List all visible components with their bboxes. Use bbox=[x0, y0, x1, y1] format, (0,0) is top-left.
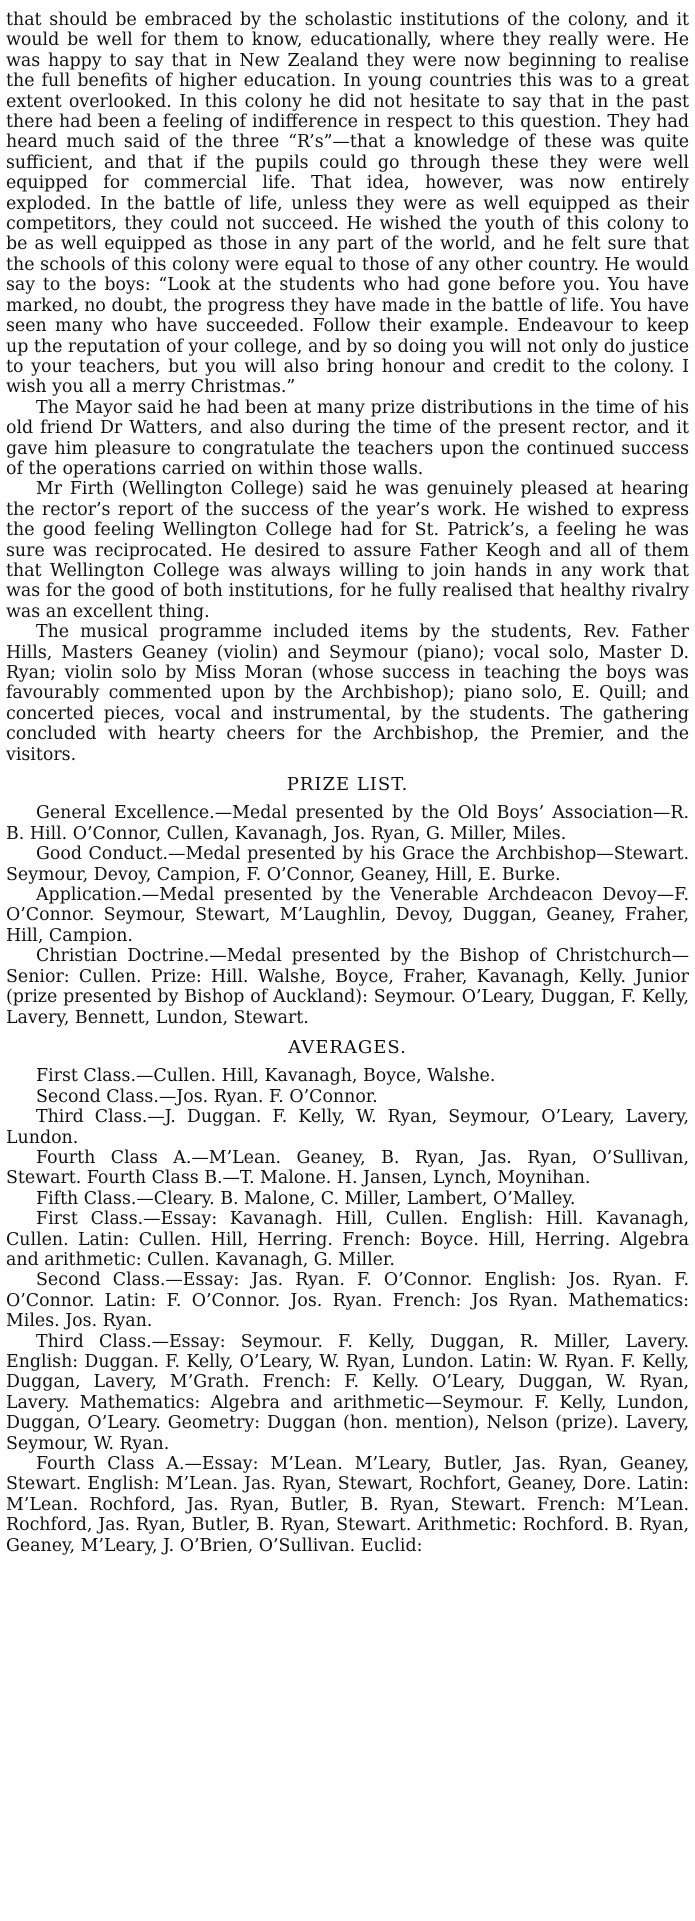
prize-christian-doctrine: Christian Doctrine.—Medal presented by the Bishop of Christchurch—Senior: Cullen. Prize: Hill. Walshe, Boyce, Fraher, Kavanagh, Kelly. Junior (prize presented by Bishop of Auckland): Seymour. O’Leary, Duggan, F. Kelly, Lavery, Bennett, Lundon, Stewart. bbox=[6, 946, 689, 1028]
subjects-fourth-class-a: Fourth Class A.—Essay: M’Lean. M’Leary, Butler, Jas. Ryan, Geaney, Stewart. English: M’Lean. Jas. Ryan, Stewart, Rochfort, Geaney, Dore. Latin: M’Lean. Rochford, Jas. Ryan, Butler, B. Ryan, Stewart. French: M’Lean. Rochford, Jas. Ryan, Butler, B. Ryan, Stewart. Arithmetic: Rochford. B. Ryan, Geaney, M’Leary, J. O’Brien, O’Sullivan. Euclid: bbox=[6, 1454, 689, 1556]
subjects-first-class: First Class.—Essay: Kavanagh. Hill, Cullen. English: Hill. Kavanagh, Cullen. Latin: Cullen. Hill, Herring. French: Boyce. Hill, Herring. Algebra and arithmetic: Cullen. Kavanagh, G. Miller. bbox=[6, 1209, 689, 1270]
body-paragraph-speech: that should be embraced by the scholastic institutions of the colony, and it would be well for them to know, educationally, where they really were. He was happy to say that in New Zealand they were now beginning to realise the full benefits of higher education. In young countries this was to a great extent overlooked. In this colony he did not hesitate to say that in the past there had been a feeling of indifference in respect to this question. They had heard much said of the three “R’s”—that a knowledge of these was quite sufficient, and that if the pupils could go through these they were well equipped for commercial life. That idea, however, was now entirely exploded. In the battle of life, unless they were as well equipped as their competitors, they could not succeed. He wished the youth of this colony to be as well equipped as those in any part of the world, and he felt sure that the schools of this colony were equal to those of any other country. He would say to the boys: “Look at the students who had gone before you. You have marked, no doubt, the progress they have made in the battle of life. You have seen many who have succeeded. Follow their example. Endeavour to keep up the reputation of your college, and by so doing you will not only do justice to your teachers, but you will also bring honour and credit to the colony. I wish you all a merry Christmas.” bbox=[6, 10, 689, 398]
body-paragraph-firth: Mr Firth (Wellington College) said he was genuinely pleased at hearing the rector’s report of the success of the year’s work. He wished to express the good feeling Wellington College had for St. Patrick’s, a feeling he was sure was reciprocated. He desired to assure Father Keogh and all of them that Wellington College was always willing to join hands in any work that was for the good of both institutions, for he fully realised that healthy rivalry was an excellent thing. bbox=[6, 479, 689, 622]
averages-fifth-class: Fifth Class.—Cleary. B. Malone, C. Miller, Lambert, O’Malley. bbox=[36, 1188, 576, 1209]
averages-fourth-class: Fourth Class A.—M’Lean. Geaney, B. Ryan, Jas. Ryan, O’Sullivan, Stewart. Fourth Class B.—T. Malone. H. Jansen, Lynch, Moynihan. bbox=[6, 1147, 689, 1189]
body-paragraph-mayor: The Mayor said he had been at many prize distributions in the time of his old friend Dr Watters, and also during the time of the present rector, and it gave him pleasure to congratulate the teachers upon the continued success of the operations carried on within those walls. bbox=[6, 397, 689, 479]
averages-heading: AVERAGES. bbox=[288, 1036, 407, 1058]
averages-second-class: Second Class.—Jos. Ryan. F. O’Connor. bbox=[36, 1086, 378, 1107]
averages-first-class: First Class.—Cullen. Hill, Kavanagh, Boyce, Walshe. bbox=[36, 1066, 496, 1087]
subjects-third-class: Third Class.—Essay: Seymour. F. Kelly, Duggan, R. Miller, Lavery. English: Duggan. F. Kelly, O’Leary, W. Ryan, Lundon. Latin: W. Ryan. F. Kelly, Duggan, Lavery, M’Grath. French: F. Kelly. O’Leary, Duggan, W. Ryan, Lavery. Mathematics: Algebra and arithmetic—Seymour. F. Kelly, Lundon, Duggan, O’Leary. Geometry: Duggan (hon. mention), Nelson (prize). Lavery, Seymour, W. Ryan. bbox=[6, 1331, 689, 1454]
prize-general-excellence: General Excellence.—Medal presented by the Old Boys’ Association—R. B. Hill. O’Connor, Cullen, Kavanagh, Jos. Ryan, G. Miller, Miles. bbox=[6, 803, 689, 844]
averages-third-class: Third Class.—J. Duggan. F. Kelly, W. Ryan, Seymour, O’Leary, Lavery, Lundon. bbox=[6, 1107, 689, 1148]
prize-application: Application.—Medal presented by the Venerable Archdeacon Devoy—F. O’Connor. Seymour, Stewart, M’Laughlin, Devoy, Duggan, Geaney, Fraher, Hill, Campion. bbox=[6, 885, 689, 946]
prize-list-heading: PRIZE LIST. bbox=[286, 774, 409, 796]
subjects-second-class: Second Class.—Essay: Jas. Ryan. F. O’Connor. English: Jos. Ryan. F. O’Connor. Latin: F. O’Connor. Jos. Ryan. French: Jos Ryan. Mathematics: Miles. Jos. Ryan. bbox=[6, 1270, 689, 1332]
prize-good-conduct: Good Conduct.—Medal presented by his Grace the Archbishop—Stewart. Seymour, Devoy, Campion, F. O’Connor, Geaney, Hill, E. Burke. bbox=[6, 844, 689, 885]
body-paragraph-music: The musical programme included items by the students, Rev. Father Hills, Masters Geaney (violin) and Seymour (piano); vocal solo, Master D. Ryan; violin solo by Miss Moran (whose success in teaching the boys was favourably commented upon by the Archbishop); piano solo, E. Quill; and concerted pieces, vocal and instrumental, by the students. The gathering concluded with hearty cheers for the Archbishop, the Premier, and the visitors. bbox=[6, 622, 689, 765]
